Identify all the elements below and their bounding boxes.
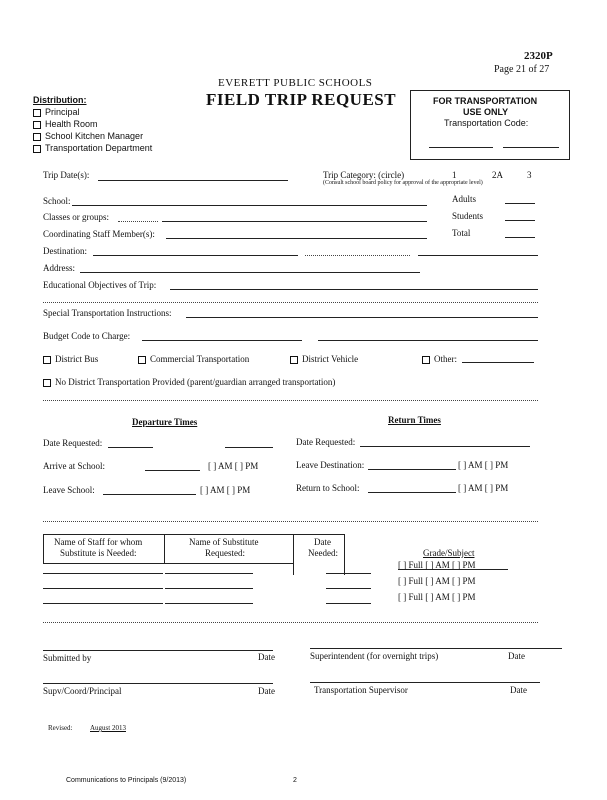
special-field[interactable]: [186, 317, 538, 318]
school-label: School:: [43, 196, 71, 206]
sub-row1-sub[interactable]: [165, 573, 253, 574]
arrive-ampm[interactable]: [ ] AM [ ] PM: [208, 461, 259, 471]
checkbox-icon[interactable]: [33, 133, 41, 141]
supv-sig-line[interactable]: [43, 683, 273, 684]
sub-col-substitute: [164, 534, 294, 564]
revised-label: Revised:: [48, 724, 73, 732]
transport-sup-label: Transportation Supervisor: [314, 685, 408, 695]
dep-date-label: Date Requested:: [43, 438, 103, 448]
sub-row1-date[interactable]: [326, 573, 371, 574]
trip-dates-field[interactable]: [98, 180, 288, 181]
leave-school-field[interactable]: [103, 494, 196, 495]
divider-1: [43, 400, 538, 401]
return-school-ampm[interactable]: [ ] AM [ ] PM: [458, 483, 509, 493]
objectives-field-2[interactable]: [43, 302, 538, 303]
leave-dest-ampm[interactable]: [ ] AM [ ] PM: [458, 460, 509, 470]
checkbox-icon[interactable]: [422, 356, 430, 364]
sub-row3-sub[interactable]: [165, 603, 253, 604]
dep-date-field[interactable]: [108, 447, 153, 448]
staff-label: Coordinating Staff Member(s):: [43, 229, 155, 239]
return-school-label: Return to School:: [296, 483, 360, 493]
superintendent-label: Superintendent (for overnight trips): [310, 651, 439, 661]
distribution-label: Distribution:: [33, 95, 87, 105]
category-2a[interactable]: 2A: [492, 170, 503, 180]
option-district-bus[interactable]: District Bus: [43, 354, 98, 364]
transport-box-line1: FOR TRANSPORTATION: [433, 96, 538, 106]
adults-field[interactable]: [505, 203, 535, 204]
submitted-label: Submitted by: [43, 653, 92, 663]
trip-dates-label: Trip Date(s):: [43, 170, 90, 180]
option-commercial[interactable]: Commercial Transportation: [138, 354, 249, 364]
sub-col-date: [293, 534, 345, 575]
submitted-sig-line[interactable]: [43, 650, 273, 651]
objectives-label: Educational Objectives of Trip:: [43, 280, 157, 290]
other-field[interactable]: [462, 362, 534, 363]
leave-dest-label: Leave Destination:: [296, 460, 365, 470]
doc-code: 2320P: [524, 50, 553, 62]
return-school-field[interactable]: [368, 492, 456, 493]
sub-row1-option[interactable]: [ ] Full [ ] AM [ ] PM: [398, 560, 476, 570]
checkbox-icon[interactable]: [43, 379, 51, 387]
students-field[interactable]: [505, 220, 535, 221]
org-name: EVERETT PUBLIC SCHOOLS: [218, 77, 373, 89]
address-label: Address:: [43, 263, 75, 273]
superintendent-sig-line[interactable]: [310, 648, 562, 649]
sub-row3-option[interactable]: [ ] Full [ ] AM [ ] PM: [398, 592, 476, 602]
checkbox-icon[interactable]: [138, 356, 146, 364]
option-district-vehicle[interactable]: District Vehicle: [290, 354, 358, 364]
page-number: Page 21 of 27: [494, 64, 550, 75]
submitted-date-label: Date: [258, 652, 275, 662]
sub-row1-staff[interactable]: [43, 573, 163, 574]
total-field[interactable]: [505, 237, 535, 238]
school-field[interactable]: [72, 205, 427, 206]
sub-col-date-label-1: Date: [314, 537, 331, 547]
supv-date-label: Date: [258, 686, 275, 696]
sub-col-staff-label-2: Substitute is Needed:: [60, 548, 137, 558]
classes-field[interactable]: [162, 221, 427, 222]
classes-field-dash: [118, 221, 158, 222]
sub-col-substitute-label-1: Name of Substitute: [189, 537, 259, 547]
transport-sig-line[interactable]: [310, 682, 540, 683]
transport-code-field-2[interactable]: [503, 147, 559, 148]
classes-label: Classes or groups:: [43, 212, 109, 222]
distribution-list: [33, 107, 152, 155]
distribution-item: Principal: [33, 107, 152, 119]
special-label: Special Transportation Instructions:: [43, 308, 172, 318]
checkbox-icon[interactable]: [33, 145, 41, 153]
distribution-item: Transportation Department: [33, 143, 152, 155]
leave-school-ampm[interactable]: [ ] AM [ ] PM: [200, 485, 251, 495]
destination-label: Destination:: [43, 246, 87, 256]
category-1[interactable]: 1: [452, 170, 457, 180]
sub-row3-staff[interactable]: [43, 603, 163, 604]
transport-code-label: Transportation Code:: [444, 118, 529, 128]
sub-col-date-label-2: Needed:: [308, 548, 338, 558]
distribution-item: School Kitchen Manager: [33, 131, 152, 143]
category-note: (Consult school board policy for approval of the appropriate level): [323, 180, 483, 186]
dep-date-field-2[interactable]: [225, 447, 273, 448]
sub-row2-sub[interactable]: [165, 588, 253, 589]
arrive-label: Arrive at School:: [43, 461, 105, 471]
departure-heading: Departure Times: [132, 417, 198, 427]
revised-date: August 2013: [90, 724, 126, 732]
sub-col-substitute-label-2: Requested:: [205, 548, 245, 558]
checkbox-icon[interactable]: [33, 109, 41, 117]
sub-col-staff-label-1: Name of Staff for whom: [54, 537, 143, 547]
leave-school-label: Leave School:: [43, 485, 95, 495]
category-3[interactable]: 3: [527, 170, 532, 180]
sub-row3-date[interactable]: [326, 603, 371, 604]
address-field[interactable]: [80, 272, 420, 273]
supv-label: Supv/Coord/Principal: [43, 686, 122, 696]
divider-2: [43, 521, 538, 522]
checkbox-icon[interactable]: [43, 356, 51, 364]
ret-date-field[interactable]: [360, 446, 530, 447]
footer-page-number: 2: [293, 777, 297, 784]
total-label: Total: [452, 228, 471, 238]
sub-col-grade: Grade/Subject: [423, 548, 475, 558]
destination-field-2[interactable]: [418, 255, 538, 256]
destination-field[interactable]: [93, 255, 298, 256]
superintendent-date-label: Date: [508, 651, 525, 661]
sub-col-staff: [43, 534, 165, 564]
transport-code-field-1[interactable]: [429, 147, 493, 148]
sub-row2-date[interactable]: [326, 588, 371, 589]
sub-row2-option[interactable]: [ ] Full [ ] AM [ ] PM: [398, 576, 476, 586]
divider-3: [43, 622, 538, 623]
footer-communications: Communications to Principals (9/2013): [66, 777, 187, 784]
return-heading: Return Times: [388, 415, 441, 425]
destination-field-dash: [305, 255, 410, 256]
transport-box-line2: USE ONLY: [463, 107, 509, 117]
objectives-field[interactable]: [170, 289, 538, 290]
trip-category-label: Trip Category: (circle): [323, 170, 405, 180]
staff-field[interactable]: [166, 238, 427, 239]
adults-label: Adults: [452, 194, 477, 204]
students-label: Students: [452, 211, 484, 221]
budget-label: Budget Code to Charge:: [43, 331, 131, 341]
checkbox-icon[interactable]: [33, 121, 41, 129]
ret-date-label: Date Requested:: [296, 437, 356, 447]
transportation-box: [410, 90, 570, 160]
budget-field[interactable]: [142, 340, 302, 341]
leave-dest-field[interactable]: [368, 469, 456, 470]
page-title: FIELD TRIP REQUEST: [206, 90, 397, 109]
option-other[interactable]: Other:: [422, 354, 457, 364]
sub-row2-staff[interactable]: [43, 588, 163, 589]
checkbox-icon[interactable]: [290, 356, 298, 364]
transport-date-label: Date: [510, 685, 527, 695]
option-no-district[interactable]: No District Transportation Provided (parent/guardian arranged transportation): [43, 377, 335, 387]
arrive-field[interactable]: [145, 470, 200, 471]
budget-field-2[interactable]: [318, 340, 538, 341]
sub-row1-grade[interactable]: [398, 569, 508, 570]
distribution-item: Health Room: [33, 119, 152, 131]
